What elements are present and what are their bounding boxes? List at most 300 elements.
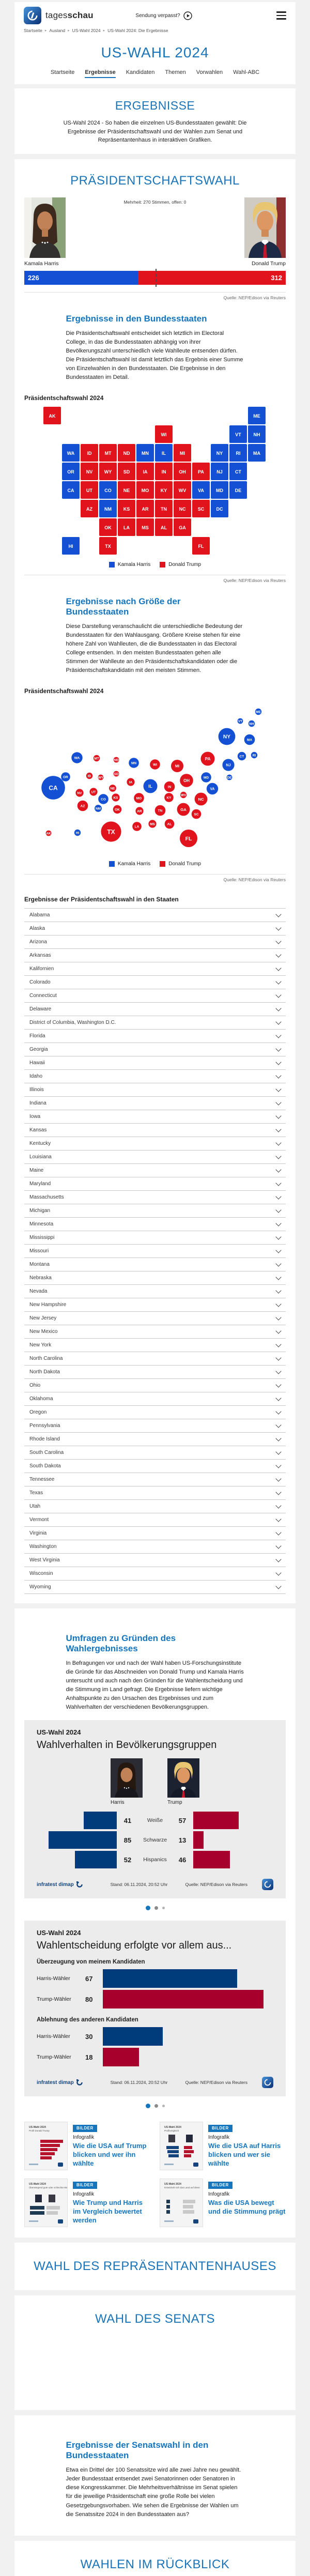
state-tile-MI[interactable] bbox=[174, 444, 191, 462]
state-bubble-NJ[interactable] bbox=[222, 759, 234, 771]
decision-row-label: Harris-Wähler bbox=[37, 2033, 70, 2040]
bubble-map-label: Präsidentschaftswahl 2024 bbox=[24, 687, 104, 695]
accordion-row-state[interactable] bbox=[24, 1338, 286, 1352]
accordion-row-state[interactable] bbox=[24, 1392, 286, 1405]
state-bubble-LA[interactable] bbox=[132, 822, 142, 831]
breadcrumb-link[interactable]: Startseite bbox=[24, 28, 42, 33]
accordion-row-state[interactable] bbox=[24, 1325, 286, 1338]
state-tile-IA[interactable] bbox=[136, 463, 154, 480]
chevron-down-icon bbox=[275, 1086, 281, 1092]
svg-text:WV: WV bbox=[180, 793, 187, 798]
state-bubble-ND[interactable] bbox=[114, 757, 119, 763]
breadcrumb-link[interactable]: Ausland bbox=[49, 28, 66, 33]
state-bubble-MN[interactable] bbox=[129, 758, 139, 768]
state-tile-NV[interactable] bbox=[81, 463, 98, 480]
accordion-row-state[interactable] bbox=[24, 1540, 286, 1553]
accordion-row-state[interactable] bbox=[24, 1123, 286, 1137]
state-bubble-MO[interactable] bbox=[134, 793, 144, 803]
source-line: Quelle: NEP/Edison via Reuters bbox=[24, 575, 286, 583]
accordion-row-state[interactable] bbox=[24, 1473, 286, 1486]
svg-text:GA: GA bbox=[180, 807, 187, 812]
accordion-state-label: Kentucky bbox=[29, 1141, 51, 1147]
state-tile-AZ[interactable] bbox=[81, 500, 98, 517]
svg-text:MD: MD bbox=[203, 776, 209, 780]
state-bubble-SC[interactable] bbox=[192, 809, 202, 819]
accordion-row-state[interactable] bbox=[24, 1029, 286, 1042]
accordion-row-state[interactable] bbox=[24, 1083, 286, 1096]
state-bubble-MI[interactable] bbox=[171, 760, 183, 772]
tab-ergebnisse[interactable]: Ergebnisse bbox=[85, 69, 115, 78]
accordion-row-state[interactable] bbox=[24, 1244, 286, 1258]
accordion-row-state[interactable] bbox=[24, 1258, 286, 1271]
state-tile-TN[interactable] bbox=[155, 500, 173, 517]
state-bubble-TX[interactable] bbox=[101, 821, 121, 841]
state-tile-MN[interactable] bbox=[136, 444, 154, 462]
svg-text:Profil Donald Trump: Profil Donald Trump bbox=[29, 2129, 50, 2133]
accordion-row-state[interactable] bbox=[24, 1446, 286, 1459]
state-bubble-MD[interactable] bbox=[201, 772, 211, 783]
accordion-row-state[interactable] bbox=[24, 1069, 286, 1083]
accordion-row-state[interactable] bbox=[24, 962, 286, 975]
accordion-row-state[interactable] bbox=[24, 1217, 286, 1231]
ard-app-icon bbox=[262, 2077, 273, 2088]
chevron-down-icon bbox=[275, 978, 281, 984]
harris-thumb-photo bbox=[111, 1758, 143, 1798]
accordion-row-state[interactable] bbox=[24, 1016, 286, 1029]
state-tile-TX[interactable] bbox=[99, 537, 117, 555]
carousel-dot[interactable] bbox=[146, 2104, 150, 2108]
trump-bar[interactable] bbox=[103, 1990, 264, 2008]
svg-text:IL: IL bbox=[162, 450, 166, 456]
teaser-card[interactable] bbox=[24, 2122, 150, 2170]
svg-text:ID: ID bbox=[87, 774, 91, 778]
svg-text:MT: MT bbox=[104, 450, 112, 456]
svg-text:OR: OR bbox=[67, 469, 74, 474]
state-tile-OH[interactable] bbox=[174, 463, 191, 480]
state-bubble-WI[interactable] bbox=[150, 759, 160, 770]
accordion-row-state[interactable] bbox=[24, 1513, 286, 1526]
state-tile-NJ[interactable] bbox=[211, 463, 228, 480]
teaser-title[interactable]: Wie Trump und Harris im Vergleich bewertet werden bbox=[73, 2199, 143, 2225]
state-bubble-FL[interactable] bbox=[180, 830, 197, 847]
state-bubble-OH[interactable] bbox=[180, 774, 193, 787]
accordion-state-label: Nevada bbox=[29, 1289, 48, 1295]
state-tile-MA[interactable] bbox=[248, 444, 266, 462]
accordion-state-label: South Dakota bbox=[29, 1463, 61, 1469]
accordion-row-state[interactable] bbox=[24, 1056, 286, 1069]
accordion-row-state[interactable] bbox=[24, 1352, 286, 1365]
state-bubble-RI[interactable] bbox=[251, 752, 257, 758]
breadcrumb-separator-icon: ▸ bbox=[68, 29, 70, 33]
senate-states-heading: Ergebnisse der Senatswahl in den Bundesstaaten bbox=[66, 2440, 209, 2461]
hamburger-menu-icon[interactable] bbox=[276, 9, 286, 21]
state-tile-NY[interactable] bbox=[211, 444, 228, 462]
accordion-row-state[interactable] bbox=[24, 1459, 286, 1473]
decision-row-label: Trump-Wähler bbox=[37, 2054, 71, 2061]
chevron-down-icon bbox=[275, 925, 281, 930]
state-tile-AR[interactable] bbox=[136, 500, 154, 517]
svg-text:WY: WY bbox=[104, 469, 112, 474]
state-bubble-KY[interactable] bbox=[164, 793, 174, 802]
chevron-down-icon bbox=[275, 1422, 281, 1428]
accordion-state-label: Illinois bbox=[29, 1087, 44, 1093]
state-tile-NM[interactable] bbox=[99, 500, 117, 517]
chevron-down-icon bbox=[275, 1153, 281, 1159]
state-bubble-UT[interactable] bbox=[89, 788, 97, 795]
carousel-dot[interactable] bbox=[154, 1906, 158, 1910]
trump-bar[interactable] bbox=[193, 1851, 230, 1868]
decision-row bbox=[37, 2026, 273, 2047]
state-tile-AK[interactable] bbox=[43, 407, 61, 424]
state-tile-VA[interactable] bbox=[192, 481, 210, 499]
state-bubble-AL[interactable] bbox=[165, 819, 175, 829]
svg-text:MI: MI bbox=[180, 450, 185, 456]
logo-wordmark: tagesschau bbox=[45, 10, 94, 20]
demographics-chart-card bbox=[24, 1720, 286, 1898]
chevron-down-icon bbox=[275, 1355, 281, 1360]
state-tile-WY[interactable] bbox=[99, 463, 117, 480]
accordion-row-state[interactable] bbox=[24, 908, 286, 922]
accordion-row-state[interactable] bbox=[24, 989, 286, 1002]
chevron-down-icon bbox=[275, 1059, 281, 1065]
accordion-row-state[interactable] bbox=[24, 1365, 286, 1378]
chevron-down-icon bbox=[275, 1032, 281, 1038]
accordion-state-label: Kalifornien bbox=[29, 966, 54, 972]
decision-row-value: 67 bbox=[85, 1974, 93, 1983]
teaser-title[interactable]: Wie die USA auf Harris blicken und wer sie wählte bbox=[208, 2142, 281, 2168]
svg-text:AL: AL bbox=[161, 525, 167, 530]
sendung-verpasst-link[interactable]: Sendung verpasst? bbox=[135, 11, 192, 20]
state-bubble-WY[interactable] bbox=[98, 775, 104, 780]
accordion-state-label: New York bbox=[29, 1342, 52, 1348]
tab-wahl-abc[interactable]: Wahl-ABC bbox=[233, 69, 260, 75]
legend-swatch bbox=[109, 562, 115, 568]
chevron-down-icon bbox=[275, 1462, 281, 1468]
tab-vorwahlen[interactable]: Vorwahlen bbox=[196, 69, 223, 75]
harris-bar[interactable] bbox=[75, 1851, 117, 1868]
state-bubble-OR[interactable] bbox=[61, 772, 70, 781]
chevron-down-icon bbox=[275, 1341, 281, 1347]
accordion-row-state[interactable] bbox=[24, 1204, 286, 1217]
demographics-row bbox=[37, 1850, 273, 1869]
state-tile-ND[interactable] bbox=[118, 444, 135, 462]
state-bubble-SD[interactable] bbox=[114, 771, 119, 777]
state-bubble-NM[interactable] bbox=[95, 805, 102, 812]
chevron-down-icon bbox=[275, 1543, 281, 1548]
accordion-row-state[interactable] bbox=[24, 1002, 286, 1016]
state-bubble-CO[interactable] bbox=[98, 794, 109, 804]
state-bubble-MA[interactable] bbox=[244, 734, 255, 745]
svg-text:RI: RI bbox=[236, 450, 241, 456]
tagesschau-logo[interactable] bbox=[24, 7, 94, 24]
state-tile-ID[interactable] bbox=[81, 444, 98, 462]
state-tile-ME[interactable] bbox=[248, 407, 266, 424]
state-bubble-IN[interactable] bbox=[164, 781, 175, 792]
accordion-state-label: Alaska bbox=[29, 926, 45, 932]
state-tile-DE[interactable] bbox=[229, 481, 247, 499]
bilder-badge: BILDER bbox=[73, 2182, 97, 2189]
state-bubble-IL[interactable] bbox=[144, 779, 158, 793]
chevron-down-icon bbox=[275, 1529, 281, 1535]
carousel-dot[interactable] bbox=[154, 2104, 158, 2108]
state-tile-MT[interactable] bbox=[99, 444, 117, 462]
accordion-row-state[interactable] bbox=[24, 1137, 286, 1150]
svg-text:MT: MT bbox=[94, 757, 99, 761]
accordion-state-label: Virginia bbox=[29, 1530, 47, 1537]
accordion-state-label: Ohio bbox=[29, 1383, 41, 1389]
state-bubble-TN[interactable] bbox=[155, 805, 166, 816]
accordion-row-state[interactable] bbox=[24, 1298, 286, 1311]
state-bubble-VA[interactable] bbox=[207, 783, 218, 794]
accordion-row-state[interactable] bbox=[24, 1580, 286, 1593]
polls-text: In Befragungen vor und nach der Wahl haben US-Forschungsinstitute die Gründe für das Abschneiden von Donald Trump und Kamala Harris untersucht und auch nach den Gründen für die Wahlentscheidung und die Stimmung im Land gefragt. Die Ergebnisse liefern wichtige Anhaltspunkte zu den Ursachen des Ergebnisses und zum Wahlverhalten der verschiedenen Bevölkerungsgruppen. bbox=[66, 1660, 244, 1711]
majority-marker bbox=[156, 269, 157, 287]
source-line: Quelle: NEP/Edison via Reuters bbox=[24, 292, 286, 300]
state-bubble-WV[interactable] bbox=[180, 792, 187, 798]
chevron-down-icon bbox=[275, 1234, 281, 1239]
teaser-title[interactable]: Wie die USA auf Trump blicken und wer ihn wählte bbox=[73, 2142, 147, 2168]
svg-text:DC: DC bbox=[216, 506, 223, 512]
accordion-row-state[interactable] bbox=[24, 1567, 286, 1580]
harris-bar[interactable] bbox=[49, 1831, 117, 1849]
svg-text:MN: MN bbox=[142, 450, 149, 456]
accordion-state-label: Vermont bbox=[29, 1517, 49, 1523]
accordion-row-state[interactable] bbox=[24, 922, 286, 935]
accordion-row-state[interactable] bbox=[24, 1190, 286, 1204]
review-heading: WAHLEN IM RÜCKBLICK bbox=[80, 2557, 230, 2571]
accordion-row-state[interactable] bbox=[24, 1110, 286, 1123]
accordion-row-state[interactable] bbox=[24, 1486, 286, 1499]
trump-name: Donald Trump bbox=[252, 260, 286, 267]
tab-themen[interactable]: Themen bbox=[165, 69, 186, 75]
accordion-row-state[interactable] bbox=[24, 1432, 286, 1446]
decision-row-value: 30 bbox=[85, 2032, 93, 2041]
state-tile-WI[interactable] bbox=[155, 425, 173, 443]
state-tile-WA[interactable] bbox=[62, 444, 80, 462]
state-tile-UT[interactable] bbox=[81, 481, 98, 499]
accordion-row-state[interactable] bbox=[24, 1284, 286, 1298]
state-bubble-ID[interactable] bbox=[86, 773, 92, 779]
state-tile-MO[interactable] bbox=[136, 481, 154, 499]
breadcrumb-link[interactable]: US-Wahl 2024 bbox=[72, 28, 101, 33]
state-tile-FL[interactable] bbox=[192, 537, 210, 555]
state-bubble-AK[interactable] bbox=[46, 831, 52, 836]
state-tile-VT[interactable] bbox=[229, 425, 247, 443]
play-icon bbox=[183, 11, 192, 20]
svg-text:KS: KS bbox=[113, 796, 118, 800]
accordion-row-state[interactable] bbox=[24, 1150, 286, 1163]
state-bubble-ME[interactable] bbox=[255, 709, 261, 715]
accordion-row-state[interactable] bbox=[24, 1271, 286, 1284]
state-bubble-MT[interactable] bbox=[94, 755, 100, 761]
chevron-down-icon bbox=[275, 1449, 281, 1454]
carousel-dot[interactable] bbox=[146, 1906, 150, 1910]
trump-bar[interactable] bbox=[103, 2048, 139, 2066]
harris-value: 41 bbox=[123, 1816, 132, 1824]
accordion-row-state[interactable] bbox=[24, 1231, 286, 1244]
chevron-down-icon bbox=[275, 1435, 281, 1441]
breadcrumb-link[interactable]: US-Wahl 2024: Die Ergebnisse bbox=[107, 28, 168, 33]
trump-photo bbox=[244, 197, 286, 258]
chevron-down-icon bbox=[275, 1126, 281, 1132]
demographics-rows bbox=[37, 1811, 273, 1869]
accordion-state-label: Louisiana bbox=[29, 1154, 52, 1160]
state-tile-RI[interactable] bbox=[229, 444, 247, 462]
svg-text:SC: SC bbox=[194, 812, 199, 817]
accordion-row-state[interactable] bbox=[24, 1177, 286, 1190]
state-bubble-PA[interactable] bbox=[201, 752, 215, 766]
harris-bar[interactable] bbox=[103, 1969, 237, 1988]
svg-text:NJ: NJ bbox=[216, 469, 223, 474]
accordion-row-state[interactable] bbox=[24, 1042, 286, 1056]
teaser-thumbnail-image bbox=[25, 2179, 67, 2227]
state-bubble-NC[interactable] bbox=[195, 793, 208, 806]
svg-text:KY: KY bbox=[160, 487, 167, 493]
state-bubble-WA[interactable] bbox=[71, 752, 82, 763]
chevron-down-icon bbox=[275, 1261, 281, 1266]
teaser-thumbnail bbox=[160, 2179, 203, 2227]
accordion-state-label: Hawaii bbox=[29, 1060, 45, 1066]
state-tile-MD[interactable] bbox=[211, 481, 228, 499]
state-tile-KY[interactable] bbox=[155, 481, 173, 499]
state-bubble-GA[interactable] bbox=[177, 803, 190, 816]
accordion-row-state[interactable] bbox=[24, 1163, 286, 1177]
state-bubble-NE[interactable] bbox=[109, 785, 116, 792]
accordion-row-state[interactable] bbox=[24, 1419, 286, 1432]
state-tile-IL[interactable] bbox=[155, 444, 173, 462]
harris-value: 52 bbox=[123, 1856, 132, 1864]
trump-bar[interactable] bbox=[193, 1812, 239, 1829]
chevron-down-icon bbox=[275, 1220, 281, 1226]
state-bubble-KS[interactable] bbox=[112, 793, 119, 801]
accordion-row-state[interactable] bbox=[24, 1378, 286, 1392]
svg-text:US-Wahl 2024: US-Wahl 2024 bbox=[29, 2126, 46, 2129]
state-bubble-MS[interactable] bbox=[148, 820, 156, 827]
state-bubble-AZ[interactable] bbox=[78, 801, 88, 811]
accordion-state-label: Arizona bbox=[29, 939, 47, 945]
demographics-row bbox=[37, 1830, 273, 1850]
harris-bar[interactable] bbox=[103, 2027, 163, 2046]
house-section bbox=[14, 2243, 296, 2290]
chevron-down-icon bbox=[275, 1476, 281, 1481]
category-label: Hispanics bbox=[143, 1857, 167, 1863]
state-tile-NC[interactable] bbox=[174, 500, 191, 517]
svg-text:IA: IA bbox=[143, 469, 148, 474]
accordion-row-state[interactable] bbox=[24, 1405, 286, 1419]
chevron-down-icon bbox=[275, 1314, 281, 1320]
chart-kicker: US-Wahl 2024 bbox=[37, 1929, 81, 1937]
accordion-row-state[interactable] bbox=[24, 1553, 286, 1567]
teaser-kicker: Infografik bbox=[73, 2191, 95, 2198]
svg-text:FL: FL bbox=[185, 835, 192, 842]
accordion-state-label: Maryland bbox=[29, 1181, 51, 1187]
tab-kandidaten[interactable]: Kandidaten bbox=[126, 69, 155, 75]
teaser-card[interactable] bbox=[160, 2122, 286, 2170]
svg-text:FL: FL bbox=[198, 543, 204, 549]
state-bubble-CA[interactable] bbox=[41, 776, 65, 800]
carousel-dot[interactable] bbox=[162, 2105, 165, 2107]
state-tile-LA[interactable] bbox=[118, 518, 135, 536]
trump-thumb-photo bbox=[167, 1758, 199, 1798]
harris-bar-segment[interactable]: 226 bbox=[24, 271, 138, 285]
state-bubble-HI[interactable] bbox=[74, 830, 81, 836]
state-tile-SD[interactable] bbox=[118, 463, 135, 480]
state-bubble-IA[interactable] bbox=[127, 778, 134, 786]
accordion-state-label: Colorado bbox=[29, 979, 51, 986]
svg-text:NV: NV bbox=[77, 791, 82, 795]
trump-bar[interactable] bbox=[193, 1831, 204, 1849]
tab-startseite[interactable]: Startseite bbox=[50, 69, 75, 75]
state-bubble-VT[interactable] bbox=[238, 718, 243, 724]
senate-states-text: Etwa ein Drittel der 100 Senatssitze wird alle zwei Jahre neu gewählt. Jeder Bundesstaat entsendet zwei Senatorinnen oder Senatoren in diese Kongresskammer. Die Mehrheitsverhältnisse im Senat spielen für die jeweilige Präsidentschaft eine große Rolle bei vielen Gesetzgebungsvorhaben. Wie sehen die Ergebnisse der Wahlen um die Senatssitze 2024 in den Bundesstaaten aus? bbox=[66, 2467, 241, 2518]
state-tile-OK[interactable] bbox=[99, 518, 117, 536]
state-tile-DC[interactable] bbox=[211, 500, 228, 517]
legend-item bbox=[160, 861, 201, 867]
trump-bar-segment[interactable]: 312 bbox=[138, 271, 286, 285]
state-tile-WV[interactable] bbox=[174, 481, 191, 499]
chevron-down-icon bbox=[275, 1072, 281, 1078]
state-bubble-CT[interactable] bbox=[238, 752, 246, 760]
svg-text:AZ: AZ bbox=[80, 804, 85, 808]
category-label: Schwarze bbox=[143, 1837, 167, 1844]
state-tile-MS[interactable] bbox=[136, 518, 154, 536]
state-tile-PA[interactable] bbox=[192, 463, 210, 480]
state-tile-CT[interactable] bbox=[229, 463, 247, 480]
svg-text:NE: NE bbox=[123, 487, 130, 493]
state-bubble-OK[interactable] bbox=[113, 805, 121, 814]
accordion-row-state[interactable] bbox=[24, 1499, 286, 1513]
state-bubble-NV[interactable] bbox=[75, 789, 83, 796]
accordion-row-state[interactable] bbox=[24, 975, 286, 989]
state-tile-GA[interactable] bbox=[174, 518, 191, 536]
svg-text:HI: HI bbox=[68, 543, 73, 549]
accordion-row-state[interactable] bbox=[24, 1096, 286, 1110]
state-tile-OR[interactable] bbox=[62, 463, 80, 480]
state-tile-KS[interactable] bbox=[118, 500, 135, 517]
state-tile-NE[interactable] bbox=[118, 481, 135, 499]
state-tile-NH[interactable] bbox=[248, 425, 266, 443]
svg-text:NJ: NJ bbox=[226, 762, 231, 768]
teaser-title[interactable]: Was die USA bewegt und die Stimmung prägt bbox=[208, 2199, 286, 2216]
accordion-row-state[interactable] bbox=[24, 1311, 286, 1325]
state-tile-SC[interactable] bbox=[192, 500, 210, 517]
teaser-card[interactable] bbox=[160, 2179, 286, 2227]
accordion-row-state[interactable] bbox=[24, 1526, 286, 1540]
accordion-state-label: New Mexico bbox=[29, 1329, 58, 1335]
state-bubble-AR[interactable] bbox=[135, 807, 143, 815]
state-tile-CA[interactable] bbox=[62, 481, 80, 499]
state-bubble-DE[interactable] bbox=[227, 775, 233, 780]
svg-text:AZ: AZ bbox=[86, 506, 92, 512]
state-tile-AL[interactable] bbox=[155, 518, 173, 536]
state-tile-HI[interactable] bbox=[62, 537, 80, 555]
carousel-dot[interactable] bbox=[162, 1907, 165, 1909]
chevron-down-icon bbox=[275, 992, 281, 998]
accordion-row-state[interactable] bbox=[24, 948, 286, 962]
teaser-card[interactable] bbox=[24, 2179, 150, 2227]
accordion-state-label: Michigan bbox=[29, 1208, 51, 1214]
chevron-down-icon bbox=[275, 1368, 281, 1374]
accordion-state-label: Alabama bbox=[29, 912, 50, 918]
state-bubble-NH[interactable] bbox=[249, 720, 255, 727]
chevron-down-icon bbox=[275, 1046, 281, 1051]
state-tile-IN[interactable] bbox=[155, 463, 173, 480]
harris-bar[interactable] bbox=[84, 1812, 117, 1829]
accordion-row-state[interactable] bbox=[24, 935, 286, 948]
state-bubble-NY[interactable] bbox=[219, 728, 236, 745]
chevron-down-icon bbox=[275, 952, 281, 957]
state-tile-CO[interactable] bbox=[99, 481, 117, 499]
